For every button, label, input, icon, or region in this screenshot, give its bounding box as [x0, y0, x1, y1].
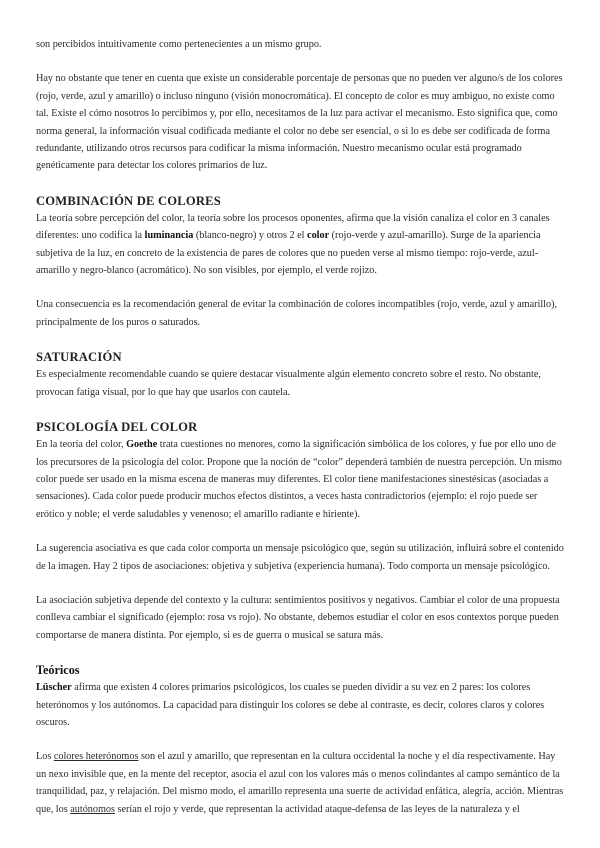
term-color: color: [307, 230, 330, 242]
term-autonomos: autónomos: [70, 803, 115, 815]
paragraph-consecuencia: Una consecuencia es la recomendación general de evitar la combinación de colores incompatibles (rojo, verde, azul y amarillo), principalmente de los puros o saturados.: [36, 299, 558, 328]
heading-combinacion: COMBINACIÓN DE COLORES: [36, 193, 221, 208]
intro-continuation: son percibidos intuitivamente como pertenecientes a un mismo grupo.: [36, 39, 322, 50]
heading-psicologia: PSICOLOGÍA DEL COLOR: [36, 420, 198, 435]
heading-saturacion: SATURACIÓN: [36, 350, 122, 365]
paragraph-heteronomos: Los colores heterónomos son el azul y amarillo, que representan en la cultura occidental la noche y el día respectivamente. Hay un nexo invisible que, en la mente del receptor, asocia el azul con los valores más o menos colindantes al campo semántico de la tranquilidad, paz, y relajación. Del mismo modo, el amarillo representa una suerte de actividad enfática, alegría, acción. Mientras que, los autónomos serían el rojo y verde, que representan la actividad ataque-defensa de las leyes de la naturaleza y el: [36, 751, 564, 815]
paragraph-color-vision: Hay no obstante que tener en cuenta que existe un considerable porcentaje de personas que no pueden ver alguno/s de los colores (rojo, verde, azul y amarillo) o incluso ninguno (visión monocromática). El concepto de color es muy ambiguo, no existe como tal. Existe el cómo nosotros lo percibimos y, por ello, necesitamos de la luz para activar el mecanismo. Esto significa que, como norma general, la información visual codificada mediante el color no debe ser esencial, o si lo es debe ser codificada de forma redundante, utilizando otros recursos para codificar la misma información. Nuestro mecanismo ocular está programado genéticamente para detectar los colores primarios de luz.: [36, 73, 563, 172]
paragraph-saturacion: Es especialmente recomendable cuando se quiere destacar visualmente algún elemento concreto sobre el resto. No obstante, provocan fatiga visual, por lo que hay que usarlos con cautela.: [36, 369, 541, 398]
paragraph-luscher: Lüscher afirma que existen 4 colores primarios psicológicos, los cuales se pueden dividir a su vez en 2 pares: los colores heterónomos y los autónomos. La capacidad para distinguir los colores se debe al contraste, es decir, colores claros y colores oscuros.: [36, 682, 545, 728]
term-goethe: Goethe: [126, 439, 158, 451]
document-page: [36, 36, 568, 818]
term-luminancia: luminancia: [144, 230, 194, 242]
term-luscher: Lüscher: [36, 682, 72, 694]
paragraph-goethe: En la teoría del color, Goethe trata cuestiones no menores, como la significación simbólica de los colores, y fue por ello uno de los precursores de la psicología del color. Propone que la noción de “color” dependerá también de nuestra percepción. Un mismo color puede ser usado en la misma escena de maneras muy diferentes. El color tiene manifestaciones sinestésicas (asociadas a sensaciones). Cada color puede producir muchos efectos distintos, a veces hasta contradictorios (ejemplo: el rojo puede ser erótico y noble; el verde saludables y venenoso; el amarillo radiante e hiriente).: [36, 439, 562, 520]
paragraph-oponentes: La teoría sobre percepción del color, la teoría sobre los procesos oponentes, afirma que la visión canaliza el color en 3 canales diferentes: uno codifica la luminancia (blanco-negro) y otros 2 el color (rojo-verde y azul-amarillo). Surge de la apariencia subjetiva de la luz, en concreto de la existencia de pares de colores que no pueden verse al mismo tiempo: rojo-verde, azul-amarillo y negro-blanco (acromático). No son visibles, por ejemplo, el verde rojizo.: [36, 212, 550, 277]
term-colores-heteronomos: colores heterónomos: [53, 751, 139, 763]
heading-teoricos: Teóricos: [36, 663, 80, 678]
paragraph-sugerencia: La sugerencia asociativa es que cada color comporta un mensaje psicológico que, según su utilización, influirá sobre el contenido de la imagen. Hay 2 tipos de asociaciones: objetiva y subjetiva (experiencia humana). Todo comporta un mensaje psicológico.: [36, 543, 564, 572]
paragraph-asociacion: La asociación subjetiva depende del contexto y la cultura: sentimientos positivos y negativos. Cambiar el color de una propuesta conlleva cambiar el significado (ejemplo: rosa vs rojo). No obstante, debemos estudiar el color en esos contextos porque pueden comportarse de manera distinta. Por ejemplo, si es de guerra o musical se satura más.: [36, 594, 560, 641]
